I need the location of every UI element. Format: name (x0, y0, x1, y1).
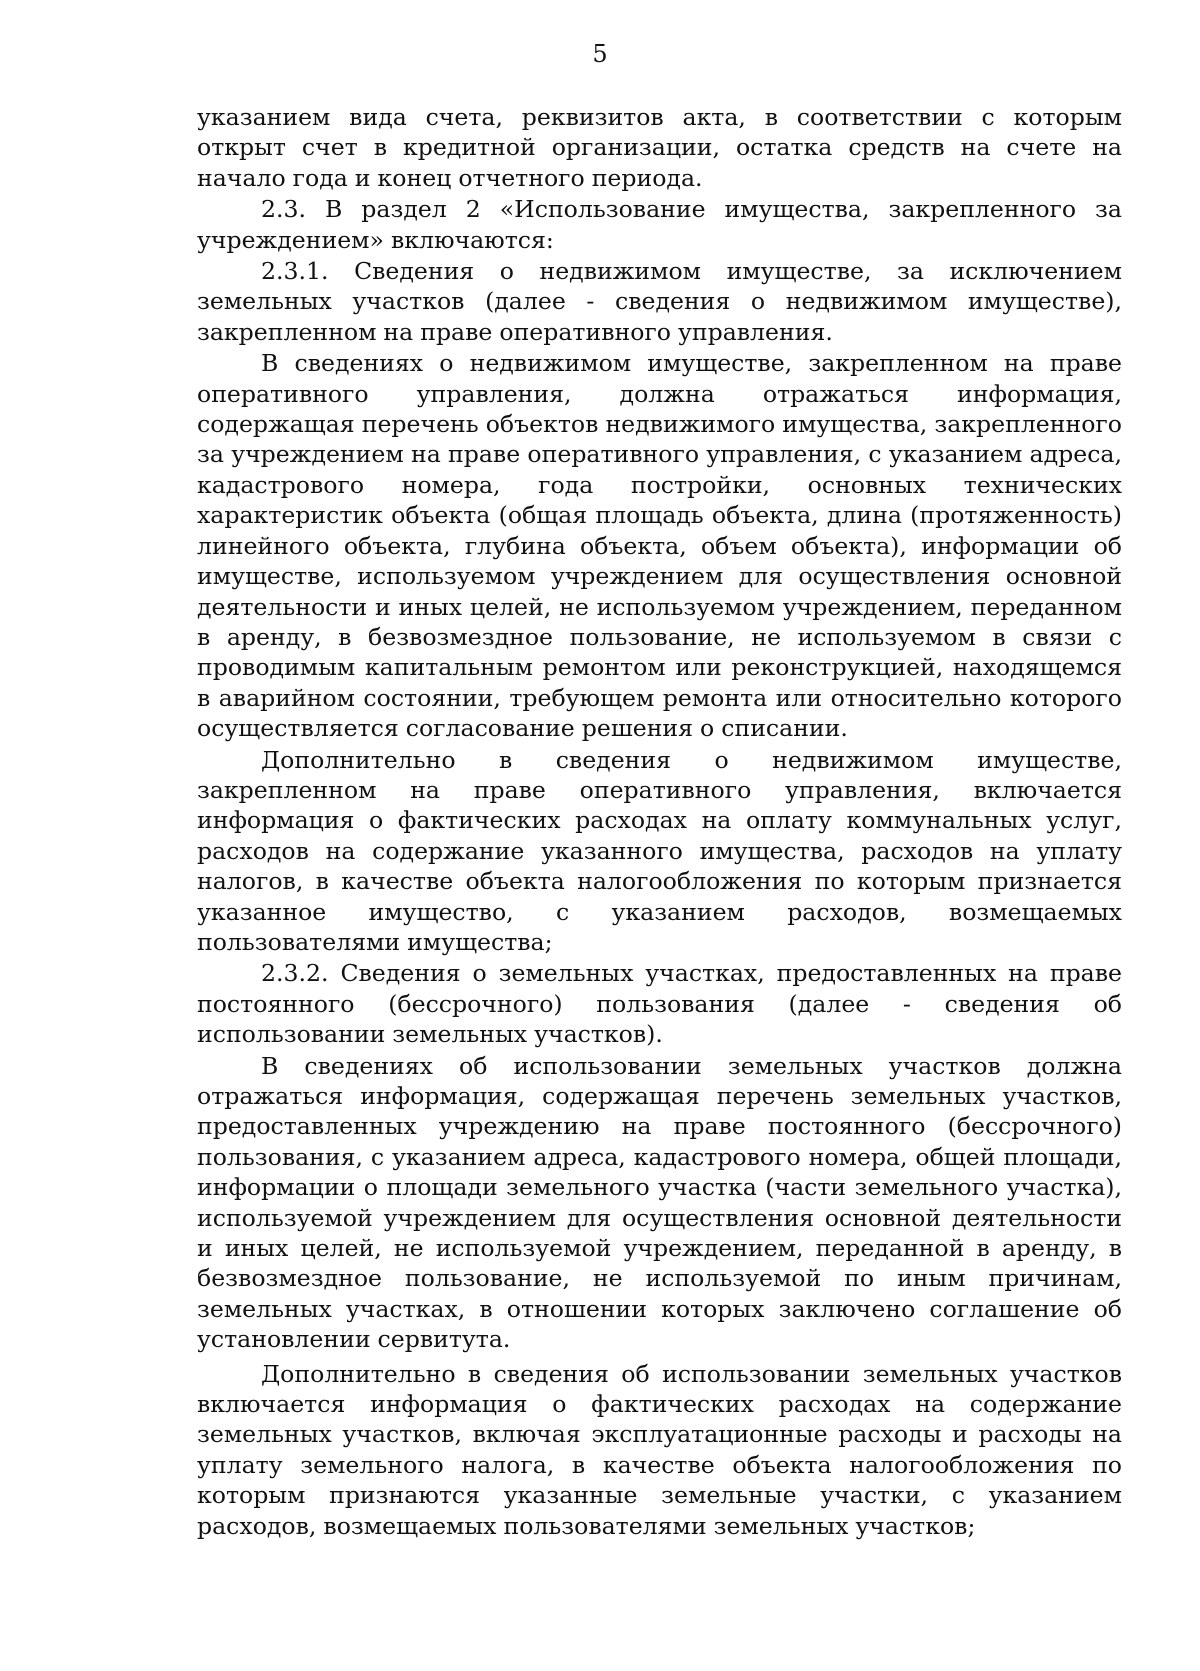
paragraph-section-2-3-2: 2.3.2. Сведения о земельных участках, предоставленных на праве постоянного (бессрочного) пользования (далее - сведения об использовании земельных участков). (197, 959, 1122, 1049)
document-body (197, 102, 1122, 1542)
paragraph-account-details: указанием вида счета, реквизитов акта, в соответствии с которым открыт счет в кредитной организации, остатка средств на счете на начало года и конец отчетного периода. (197, 103, 1122, 192)
paragraph-section-2-3: 2.3. В раздел 2 «Использование имущества, закрепленного за учреждением» включаются: (197, 195, 1122, 254)
paragraph-real-estate-expenses: Дополнительно в сведения о недвижимом имуществе, закрепленном на праве оперативного управления, включается информация о фактических расходах на оплату коммунальных услуг, расходов на содержание указанного имущества, расходов на уплату налогов, в качестве объекта налогообложения по которым признается указанное имущество, с указанием расходов, возмещаемых пользователями имущества; (197, 745, 1122, 956)
page-number: 5 (592, 40, 608, 68)
paragraph-land-plots-info: В сведениях об использовании земельных участков должна отражаться информация, содержащая перечень земельных участков, предоставленных учреждению на праве постоянного (бессрочного) пользования, с указанием адреса, кадастрового номера, общей площади, информации о площади земельного участка (части земельного участка), используемой учреждением для осуществления основной деятельности и иных целей, не используемой учреждением, переданной в аренду, в безвозмездное пользование, не используемой по иным причинам, земельных участках, в отношении которых заключено соглашение об установлении сервитута. (197, 1051, 1122, 1354)
paragraph-land-plots-expenses: Дополнительно в сведения об использовании земельных участков включается информация о фактических расходах на содержание земельных участков, включая эксплуатационные расходы и расходы на уплату земельного налога, в качестве объекта налогообложения по которым признаются указанные земельные участки, с указанием расходов, возмещаемых пользователями земельных участков; (197, 1359, 1122, 1540)
paragraph-real-estate-info: В сведениях о недвижимом имуществе, закрепленном на праве оперативного управления, должна отражаться информация, содержащая перечень объектов недвижимого имущества, закрепленного за учреждением на праве оперативного управления, с указанием адреса, кадастрового номера, года постройки, основных технических характеристик объекта (общая площадь объекта, длина (протяженность) линейного объекта, глубина объекта, объем объекта), информации об имуществе, используемом учреждением для осуществления основной деятельности и иных целей, не используемом учреждением, переданном в аренду, в безвозмездное пользование, не используемом в связи с проводимым капитальным ремонтом или реконструкцией, находящемся в аварийном состоянии, требующем ремонта или относительно которого осуществляется согласование решения о списании. (197, 349, 1122, 743)
paragraph-section-2-3-1: 2.3.1. Сведения о недвижимом имуществе, за исключением земельных участков (далее - сведения о недвижимом имуществе), закрепленном на праве оперативного управления. (197, 257, 1122, 346)
